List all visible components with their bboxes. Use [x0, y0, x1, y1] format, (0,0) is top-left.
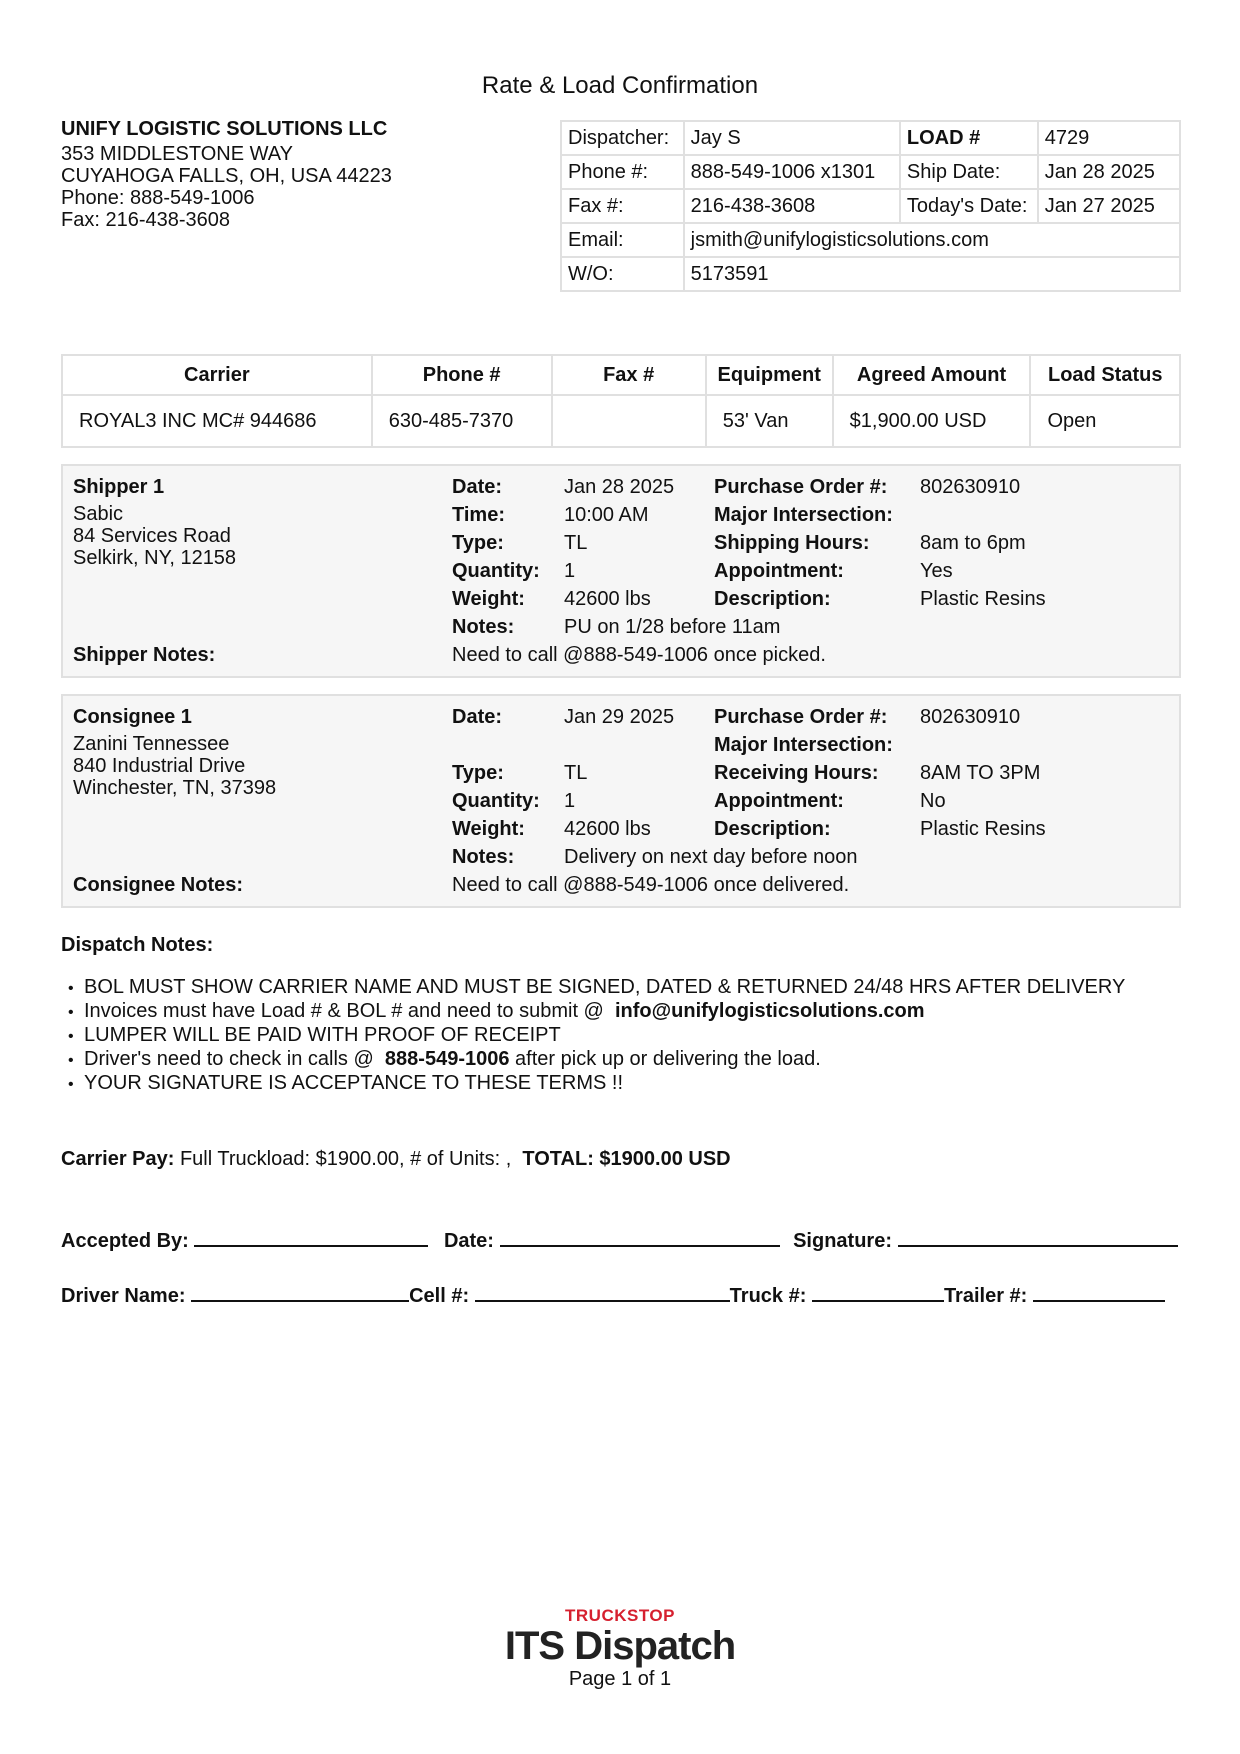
- footer-logo: [0, 1606, 1240, 1666]
- carrier-table: [61, 354, 1181, 448]
- shipper-hours: 8am to 6pm: [920, 532, 1026, 554]
- dispatcher-value: Jay S: [684, 121, 900, 155]
- todays-date-label: Today's Date:: [900, 189, 1038, 223]
- fax-value: 216-438-3608: [684, 189, 900, 223]
- dispatch-info-table: [560, 120, 1181, 292]
- date-line[interactable]: [500, 1225, 780, 1247]
- note-text: after pick up or delivering the load.: [515, 1048, 821, 1070]
- consignee-type: TL: [564, 762, 588, 784]
- cell-label: Cell #:: [409, 1285, 470, 1307]
- shipper-heading: Shipper 1: [73, 476, 165, 498]
- consignee-name: Zanini Tennessee: [73, 733, 230, 755]
- consignee-address-line1: 840 Industrial Drive: [73, 755, 246, 777]
- load-number-value: 4729: [1038, 121, 1180, 155]
- trailer-label: Trailer #:: [943, 1285, 1028, 1307]
- shipper-address-line1: 84 Services Road: [73, 525, 231, 547]
- company-address-line1: 353 MIDDLESTONE WAY: [61, 143, 293, 165]
- truckstop-logo-text: TRUCKSTOP: [565, 1606, 675, 1625]
- note-text: Invoices must have Load # & BOL # and need to submit @: [84, 1000, 604, 1022]
- equipment-cell: 53' Van: [706, 395, 833, 447]
- shipper-box: [61, 464, 1181, 678]
- agreed-amount-cell: $1,900.00 USD: [833, 395, 1031, 447]
- consignee-po-label: Purchase Order #:: [714, 706, 888, 728]
- shipper-type-label: Type:: [452, 532, 504, 554]
- carrier-phone-cell: 630-485-7370: [372, 395, 552, 447]
- consignee-quantity-label: Quantity:: [452, 790, 540, 812]
- list-item: [68, 1048, 1125, 1072]
- phone-label: Phone #:: [561, 155, 684, 189]
- company-block: [61, 118, 392, 231]
- shipper-description: Plastic Resins: [920, 588, 1046, 610]
- load-status-cell: Open: [1030, 395, 1180, 447]
- phone-header: Phone #: [372, 355, 552, 395]
- note-text: BOL MUST SHOW CARRIER NAME AND MUST BE SIGNED, DATED & RETURNED 24/48 HRS AFTER DELIVERY: [84, 976, 1126, 998]
- agreed-amount-header: Agreed Amount: [833, 355, 1031, 395]
- consignee-appointment: No: [920, 790, 946, 812]
- company-name: UNIFY LOGISTIC SOLUTIONS LLC: [61, 118, 388, 140]
- shipper-date-label: Date:: [452, 476, 503, 498]
- list-item: [68, 1024, 1125, 1048]
- shipper-appointment: Yes: [920, 560, 953, 582]
- carrier-pay-total: TOTAL: $1900.00 USD: [522, 1148, 731, 1170]
- consignee-notes: Delivery on next day before noon: [564, 846, 858, 868]
- consignee-extra-notes-label: Consignee Notes:: [73, 874, 244, 896]
- consignee-date-label: Date:: [452, 706, 503, 728]
- load-number-label: LOAD #: [900, 121, 1038, 155]
- consignee-intersection-label: Major Intersection:: [714, 734, 893, 756]
- carrier-fax-cell: [552, 395, 706, 447]
- shipper-weight: 42600 lbs: [564, 588, 651, 610]
- shipper-po-label: Purchase Order #:: [714, 476, 888, 498]
- its-dispatch-logo-text: ITS Dispatch: [504, 1624, 736, 1668]
- consignee-address-line2: Winchester, TN, 37398: [73, 777, 277, 799]
- consignee-heading: Consignee 1: [73, 706, 192, 728]
- signature-line[interactable]: [898, 1225, 1178, 1247]
- fax-header: Fax #: [552, 355, 706, 395]
- shipper-notes: PU on 1/28 before 11am: [564, 616, 781, 638]
- table-header-row: [62, 355, 1180, 395]
- invoice-email: info@unifylogisticsolutions.com: [615, 1000, 925, 1022]
- shipper-address-line2: Selkirk, NY, 12158: [73, 547, 237, 569]
- carrier-pay-label: Carrier Pay:: [61, 1148, 175, 1170]
- shipper-quantity: 1: [564, 560, 576, 582]
- consignee-quantity: 1: [564, 790, 576, 812]
- fax-label: Fax #:: [561, 189, 684, 223]
- accepted-by-label: Accepted By:: [61, 1230, 189, 1252]
- shipper-intersection-label: Major Intersection:: [714, 504, 893, 526]
- shipper-extra-notes-label: Shipper Notes:: [73, 644, 216, 666]
- note-text: Driver's need to check in calls @: [84, 1048, 374, 1070]
- company-fax: Fax: 216-438-3608: [61, 209, 231, 231]
- dispatcher-label: Dispatcher:: [561, 121, 684, 155]
- dispatch-notes-list: [68, 976, 1125, 1096]
- consignee-weight-label: Weight:: [452, 818, 525, 840]
- page-number: Page 1 of 1: [568, 1668, 672, 1690]
- consignee-hours-label: Receiving Hours:: [714, 762, 879, 784]
- shipper-weight-label: Weight:: [452, 588, 525, 610]
- list-item: [68, 1000, 1125, 1024]
- acceptance-row: [61, 1225, 1178, 1253]
- consignee-date: Jan 29 2025: [564, 706, 675, 728]
- accepted-by-line[interactable]: [194, 1225, 428, 1247]
- table-row: [561, 189, 1180, 223]
- note-text: YOUR SIGNATURE IS ACCEPTANCE TO THESE TERMS !!: [84, 1072, 623, 1094]
- consignee-description: Plastic Resins: [920, 818, 1046, 840]
- shipper-name: Sabic: [73, 503, 124, 525]
- consignee-notes-label: Notes:: [452, 846, 515, 868]
- table-row: [561, 223, 1180, 257]
- list-item: [68, 1072, 1125, 1096]
- driver-name-label: Driver Name:: [61, 1285, 186, 1307]
- consignee-extra-notes: Need to call @888-549-1006 once delivered.: [452, 874, 850, 896]
- signature-label: Signature:: [793, 1230, 892, 1252]
- shipper-time: 10:00 AM: [564, 504, 649, 526]
- date-label: Date:: [443, 1230, 494, 1252]
- consignee-box: [61, 694, 1181, 908]
- shipper-description-label: Description:: [714, 588, 831, 610]
- table-row: [62, 395, 1180, 447]
- list-item: [68, 976, 1125, 1000]
- equipment-header: Equipment: [706, 355, 833, 395]
- wo-value: 5173591: [684, 257, 1180, 291]
- carrier-pay-text: Full Truckload: $1900.00, # of Units: ,: [179, 1148, 512, 1170]
- consignee-appointment-label: Appointment:: [714, 790, 844, 812]
- company-phone: Phone: 888-549-1006: [61, 187, 255, 209]
- company-address-line2: CUYAHOGA FALLS, OH, USA 44223: [61, 165, 392, 187]
- table-row: [561, 121, 1180, 155]
- ship-date-label: Ship Date:: [900, 155, 1038, 189]
- cell-line[interactable]: [475, 1280, 730, 1302]
- dispatch-notes-heading: Dispatch Notes:: [61, 934, 214, 956]
- consignee-weight: 42600 lbs: [564, 818, 651, 840]
- wo-label: W/O:: [561, 257, 684, 291]
- shipper-appointment-label: Appointment:: [714, 560, 844, 582]
- consignee-description-label: Description:: [714, 818, 831, 840]
- page-title: Rate & Load Confirmation: [481, 72, 759, 99]
- truck-line[interactable]: [812, 1280, 944, 1302]
- shipper-type: TL: [564, 532, 588, 554]
- shipper-extra-notes: Need to call @888-549-1006 once picked.: [452, 644, 826, 666]
- truck-label: Truck #:: [729, 1285, 807, 1307]
- carrier-pay-line: [61, 1148, 731, 1171]
- table-row: [561, 155, 1180, 189]
- table-row: [561, 257, 1180, 291]
- email-value: jsmith@unifylogisticsolutions.com: [684, 223, 1180, 257]
- carrier-header: Carrier: [62, 355, 372, 395]
- shipper-date: Jan 28 2025: [564, 476, 675, 498]
- consignee-type-label: Type:: [452, 762, 504, 784]
- carrier-cell: ROYAL3 INC MC# 944686: [62, 395, 372, 447]
- trailer-line[interactable]: [1033, 1280, 1165, 1302]
- shipper-hours-label: Shipping Hours:: [714, 532, 870, 554]
- shipper-po: 802630910: [920, 476, 1021, 498]
- check-in-phone: 888-549-1006: [384, 1048, 510, 1070]
- shipper-quantity-label: Quantity:: [452, 560, 540, 582]
- shipper-notes-label: Notes:: [452, 616, 515, 638]
- shipper-time-label: Time:: [452, 504, 505, 526]
- phone-value: 888-549-1006 x1301: [684, 155, 900, 189]
- consignee-po: 802630910: [920, 706, 1021, 728]
- note-text: LUMPER WILL BE PAID WITH PROOF OF RECEIPT: [84, 1024, 561, 1046]
- load-status-header: Load Status: [1030, 355, 1180, 395]
- ship-date-value: Jan 28 2025: [1038, 155, 1180, 189]
- driver-name-line[interactable]: [191, 1280, 409, 1302]
- email-label: Email:: [561, 223, 684, 257]
- consignee-hours: 8AM TO 3PM: [920, 762, 1041, 784]
- todays-date-value: Jan 27 2025: [1038, 189, 1180, 223]
- driver-row: [61, 1280, 1165, 1308]
